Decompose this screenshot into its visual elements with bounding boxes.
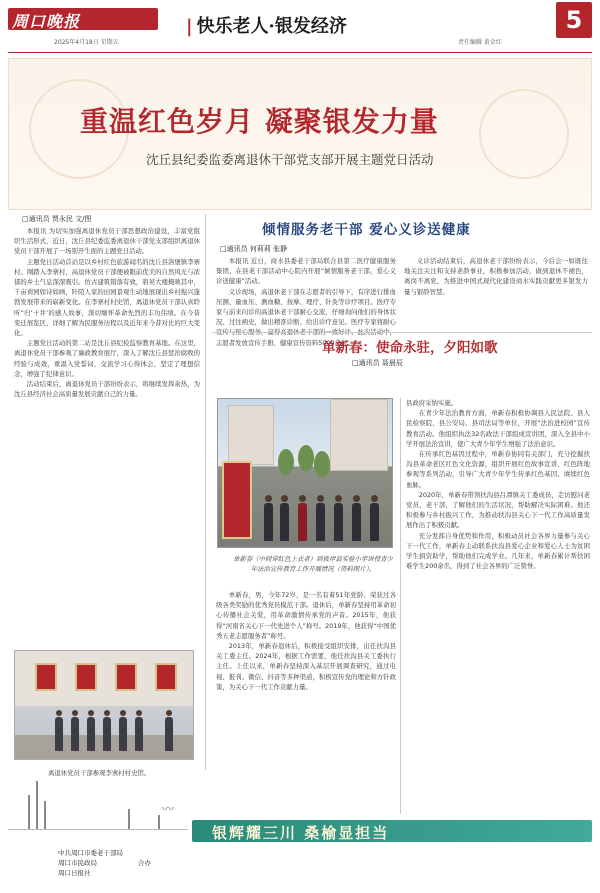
sponsor-tag: 合办	[138, 859, 151, 867]
lead-paragraph: 本报讯 为切实加强离退休党员干部思想政治建设，丰富党组织生活形式，近日，沈丘县纪委监委离退休干部党支部组织离退休党员干部开展了一场别开生面的主题党日活动。	[14, 227, 200, 256]
article2-body-left	[216, 256, 396, 347]
sponsor-line: 周口日报社	[58, 869, 91, 877]
lead-byline: □通讯员 贾永民 文/图	[22, 215, 92, 223]
article2-body-right	[404, 256, 588, 328]
footer-slogan: 银辉耀三川 桑榆显担当	[212, 824, 390, 842]
article3-paragraph: 县政府采纳实施。	[406, 399, 458, 407]
page-number: 5	[556, 2, 592, 38]
article3-paragraph: 2013年，单新春退休后，积极接受组织安排，出任扶沟县关工委主任。2024年，根据工作需要，他任扶沟县关工委执行主任。上任以来，单新春坚持深入基层开展调查研究，通过电视、报刊、微信、抖音等多种渠道，积极宣传党的理论和方针政策，为关心下一代工作贡献力量。	[216, 642, 396, 691]
article3-body-left	[216, 590, 396, 790]
sponsor-line: 周口市民政局	[58, 859, 97, 867]
lead-subheadline: 沈丘县纪委监委离退休干部党支部开展主题党日活动	[146, 152, 434, 167]
article2-paragraph: 本报讯 近日，商水县委老干部局联合县第二医疗健康服务集团，在县老干部活动中心院内开展“倾情服务老干部，爱心义诊送健康”活动。	[216, 257, 396, 286]
page-header	[0, 0, 600, 60]
footer-scenery	[8, 770, 188, 830]
article2-paragraph: 义诊现场，高退休老干部在志愿者的引导下，有序进行排血压测、量血压、测血糖、按摩、理疗、针灸等诊疗项目。医疗专家与前来问诊的高退休老干部耐心交流，仔细询问他们的身体状况、过往病史，做出精准诊断、给出诊疗意见。医疗专家将耐心 志愿者发放宣传手册、健康宣传资料5000余份。	[216, 287, 396, 347]
section-divider-icon: |	[186, 16, 193, 37]
issue-date: 2025年4月18日 星期五	[54, 39, 119, 46]
article3-byline: □通讯员 聂晨辰	[352, 359, 403, 367]
lead-photo	[14, 650, 194, 760]
article3-paragraph: 在传承红色基因过程中，单新春协同有关部门，充分挖掘扶沟县革命老区红色文化资源，组织开展红色故事宣讲、红色阵地参观等系列活动，引导广大青少年学生传承红色基因、赓续红色血脉。	[406, 450, 590, 489]
sponsor-line: 中共周口市委老干部局	[58, 849, 123, 857]
article3-body-right	[406, 398, 590, 814]
article2-paragraph: 义诊活动结束后，高退休老干部纷纷表示，今后会一如既往地关注关注和支持老龄事业，积极参加活动，做到退休不褪色，离岗不离党，为推进中国式现代化建设商水实践贡献更多银发力量与银龄智慧。	[404, 257, 588, 296]
article3-photo	[217, 398, 393, 548]
lead-headline: 重温红色岁月 凝聚银发力量	[80, 105, 439, 138]
lead-paragraph: 活动结束后，离退休党员干部纷纷表示，将继续发挥余热，为沈丘县经济社会高质量发展贡献自己的力量。	[14, 380, 200, 399]
article3-paragraph: 在青少年法治教育方面，单新春积极协调县人民法院、县人民检察院、县公安局、县司法局等单位，开展“法治进校园”宣传教育活动。他组织执法32名政法干部组成宣讲团，深入全县中小学开展法治宣讲，使广大青少年学生增强了法治意识。	[406, 409, 590, 448]
editor-line: 责任编辑 黄金红	[458, 39, 502, 46]
lead-photo-caption: 离退休党员干部参观李寨村村史馆。	[48, 769, 151, 777]
header-rule	[8, 52, 592, 53]
article-divider	[212, 332, 592, 333]
article3-paragraph: 充分发挥自身优势和作用，积极动员社会各界力量参与关心下一代工作，单新春主动联系扶沟县爱心企业和爱心人士为贫困学生捐资助学，帮助他们完成学业。几年来，单新春累计帮扶困难学生200余名，得到了社会各界的广泛赞誉。	[406, 531, 590, 571]
article3-headline: 单新春：使命永驻，夕阳如歌	[322, 340, 498, 356]
lead-paragraph: 主题党日活动的第二站是沈丘县纪检监察教育基地。在这里，离退休党员干部参观了廉政教育展厅，深入了解沈丘县惩治腐败的经验与成效，重温入党誓词，交流学习心得体会，坚定了理想信念，增强了纪律意识。	[14, 339, 200, 378]
article3-paragraph: 单新春，男，今年72岁，是一名有着51年党龄、荣获过各级各类奖励的优秀党员模范干部。退休后，单新春坚持用革命初心传播社会关爱，用革命激情传承党的声音。2015年，他获得“河南省关心下一代先进个人”称号。2019年，他获得“中国优秀五老志愿服务者”称号。	[216, 591, 396, 640]
column-divider	[400, 398, 401, 814]
article3-paragraph: 2020年，单新春带领扶沟县吕潭镇关工委成员，走访慰问老党员、老干部，了解他们的生活状况，帮助解决实际困难。他还积极参与乡村振兴工作，为推动扶沟县关心下一代工作高质量发展作出了积极贡献。	[406, 490, 590, 530]
article2-headline: 倾情服务老干部 爱心义诊送健康	[262, 222, 471, 238]
section-title: | 快乐老人·银发经济	[186, 16, 347, 37]
column-divider	[205, 214, 206, 770]
article3-photo-caption: 单新春（中间穿红色上衣者）到彼岸县实验小学讲授青少年法治宣传教育工作开展情况（资料图片）。	[233, 555, 393, 573]
lead-body	[14, 226, 200, 646]
decor-swirl-icon	[479, 89, 569, 179]
bird-icon: 〰	[162, 802, 175, 816]
masthead-logo: 周口晚报	[12, 12, 81, 31]
lead-paragraph: 主题党日活动首站是以乡村红色旅游闻名的沈丘县洛堡镇李寨村。刚踏入李寨村，高退休党员干部便被眼前优美的自然风光与浓郁的乡土气息深深吸引。仿古建筑错落有致，碧荚大楼掩映其中，千亩荷园如诗如画，阡陌人家的田园景观生动地展现出乡村振兴蓬勃发展带来的崭新变化。在李寨村村史馆，离退休党员干部认真聆听“归‘十井’的感人故事，深切缅怀革命先烈的丰功伟绩。在今昔变迁展览区，详细了解为民服务历程以及近年来今昔对比的巨大变化。	[14, 257, 200, 338]
article2-byline: □通讯员 何莉莉 张静	[220, 245, 288, 253]
